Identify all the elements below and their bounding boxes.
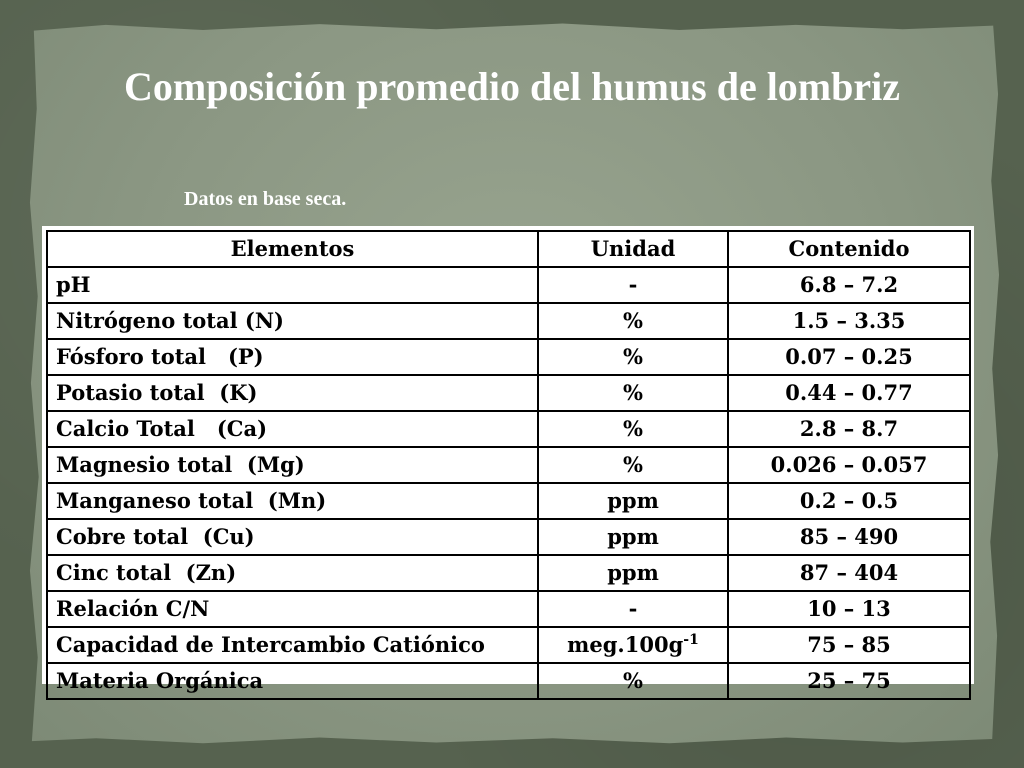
cell-unidad: % xyxy=(538,411,728,447)
table-row xyxy=(47,447,970,483)
composition-table-container xyxy=(42,226,974,693)
cell-unidad: - xyxy=(538,267,728,303)
cell-unidad xyxy=(538,627,728,663)
composition-table xyxy=(46,230,971,700)
cell-elemento: Cinc total (Zn) xyxy=(47,555,538,591)
cell-elemento: Nitrógeno total (N) xyxy=(47,303,538,339)
cell-elemento: Cobre total (Cu) xyxy=(47,519,538,555)
table-row xyxy=(47,555,970,591)
cell-contenido: 10 – 13 xyxy=(728,591,970,627)
cell-elemento: Calcio Total (Ca) xyxy=(47,411,538,447)
cell-unidad: % xyxy=(538,339,728,375)
cell-contenido: 0.026 – 0.057 xyxy=(728,447,970,483)
header-unidad: Unidad xyxy=(538,231,728,267)
cell-elemento: Magnesio total (Mg) xyxy=(47,447,538,483)
table-row xyxy=(47,303,970,339)
cell-unidad: - xyxy=(538,591,728,627)
cell-elemento: Materia Orgánica xyxy=(47,663,538,699)
cell-contenido: 6.8 – 7.2 xyxy=(728,267,970,303)
cell-unidad: ppm xyxy=(538,555,728,591)
slide-title: Composición promedio del humus de lombriz xyxy=(124,64,900,109)
cell-unidad: % xyxy=(538,663,728,699)
cell-unidad: % xyxy=(538,375,728,411)
cell-contenido: 85 – 490 xyxy=(728,519,970,555)
cell-contenido: 87 – 404 xyxy=(728,555,970,591)
cell-contenido: 25 – 75 xyxy=(728,663,970,699)
table-row xyxy=(47,483,970,519)
cell-contenido: 1.5 – 3.35 xyxy=(728,303,970,339)
header-contenido: Contenido xyxy=(728,231,970,267)
table-row xyxy=(47,627,970,663)
header-elementos: Elementos xyxy=(47,231,538,267)
cell-contenido: 75 – 85 xyxy=(728,627,970,663)
cell-elemento: Relación C/N xyxy=(47,591,538,627)
cell-contenido: 0.07 – 0.25 xyxy=(728,339,970,375)
cell-contenido: 0.2 – 0.5 xyxy=(728,483,970,519)
table-row xyxy=(47,663,970,699)
cell-unidad: % xyxy=(538,447,728,483)
table-row xyxy=(47,339,970,375)
cell-elemento: Potasio total (K) xyxy=(47,375,538,411)
cell-elemento: pH xyxy=(47,267,538,303)
cell-elemento: Capacidad de Intercambio Catiónico xyxy=(47,627,538,663)
cell-unidad: ppm xyxy=(538,519,728,555)
table-row xyxy=(47,267,970,303)
cell-unidad: ppm xyxy=(538,483,728,519)
cell-elemento: Fósforo total (P) xyxy=(47,339,538,375)
slide-subtitle: Datos en base seca. xyxy=(184,188,347,210)
table-header-row xyxy=(47,231,970,267)
cell-contenido: 0.44 – 0.77 xyxy=(728,375,970,411)
table-row xyxy=(47,519,970,555)
cell-unidad: % xyxy=(538,303,728,339)
table-row xyxy=(47,591,970,627)
cell-elemento: Manganeso total (Mn) xyxy=(47,483,538,519)
table-row xyxy=(47,375,970,411)
unit-text: meg.100g xyxy=(567,632,684,657)
table-row xyxy=(47,411,970,447)
cell-contenido: 2.8 – 8.7 xyxy=(728,411,970,447)
unit-exponent: -1 xyxy=(683,632,699,648)
